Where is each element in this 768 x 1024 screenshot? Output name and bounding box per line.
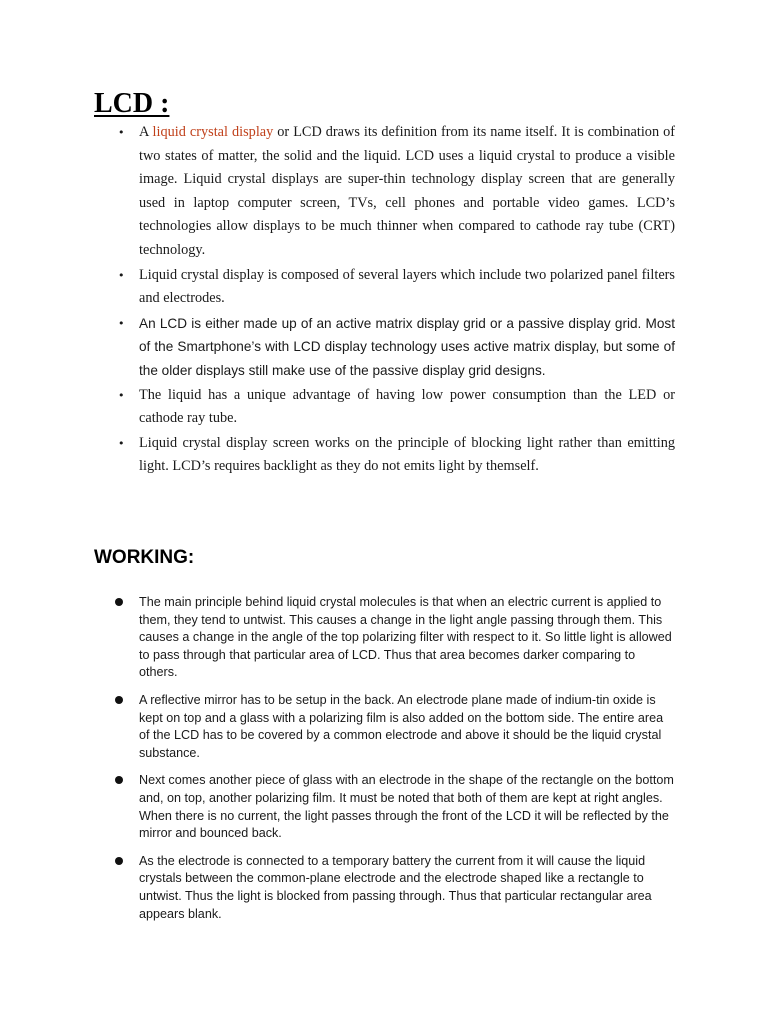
working-heading: WORKING: [94, 547, 195, 568]
list-item-prefix: A [139, 124, 153, 140]
list-item [139, 853, 677, 923]
bullet-icon: • [118, 316, 125, 330]
list-item [118, 432, 675, 479]
list-item [118, 384, 675, 431]
highlighted-term: liquid crystal display [152, 124, 274, 140]
list-item-text: Liquid crystal display is composed of several layers which include two polarized panel filters and electrodes. [139, 266, 675, 307]
list-item [139, 772, 677, 842]
bullet-icon: • [118, 268, 125, 282]
bullet-icon [115, 598, 123, 606]
list-item [118, 312, 675, 383]
list-item-text: The liquid has a unique advantage of having low power consumption than the LED or cathode ray tube. [139, 386, 675, 427]
bullet-icon [115, 857, 123, 865]
list-item-text: Next comes another piece of glass with an electrode in the shape of the rectangle on the bottom and, on top, another polarizing film. It must be noted that both of them are kept at right angles. When there is no current, the light passes through the front of the LCD it will be reflected by the mirror and bounced back. [139, 773, 674, 841]
lcd-bullet-list [118, 121, 675, 480]
list-item [139, 692, 677, 762]
bullet-icon: • [118, 436, 125, 450]
list-item-text: A reflective mirror has to be setup in the back. An electrode plane made of indium-tin oxide is kept on top and a glass with a polarizing film is also added on the bottom side. The entire area of the LCD has to be covered by a common electrode and above it should be the liquid crystal substance. [139, 692, 664, 760]
list-item-text: An LCD is either made up of an active matrix display grid or a passive display grid. Most of the Smartphone’s with LCD display technology uses active matrix display, but some of the older displays still make use of the passive display grid designs. [139, 315, 675, 378]
list-item-text: As the electrode is connected to a temporary battery the current from it will cause the liquid crystals between the common-plane electrode and the electrode shaped like a rectangle to untwist. Thus the light is blocked from passing through. Thus that particular rectangular area appears blank. [139, 853, 652, 921]
working-bullet-list [139, 594, 677, 933]
bullet-icon [115, 696, 123, 704]
list-item-text: The main principle behind liquid crystal molecules is that when an electric current is applied to them, they tend to untwist. This causes a change in the light angle passing through them. This causes a change in the angle of the top polarizing filter with respect to it. So little light is allowed to pass through that particular area of LCD. Thus that area becomes darker comparing to others. [139, 595, 672, 680]
list-item [139, 594, 677, 682]
bullet-icon [115, 776, 123, 784]
list-item [118, 264, 675, 311]
list-item-text: Liquid crystal display screen works on the principle of blocking light rather than emitting light. LCD’s requires backlight as they do not emits light by themself. [139, 434, 675, 475]
bullet-icon: • [118, 388, 125, 402]
bullet-icon: • [118, 126, 125, 139]
list-item-text: or LCD draws its definition from its name itself. It is combination of two states of matter, the solid and the liquid. LCD uses a liquid crystal to produce a visible image. Liquid crystal displays are super-thin technology display screen that are generally used in laptop computer screen, TVs, cell phones and portable video games. LCD’s technologies allow displays to be much thinner when compared to cathode ray tube (CRT) technology. [139, 124, 675, 258]
lcd-heading: LCD : [94, 88, 170, 119]
list-item [118, 121, 675, 263]
